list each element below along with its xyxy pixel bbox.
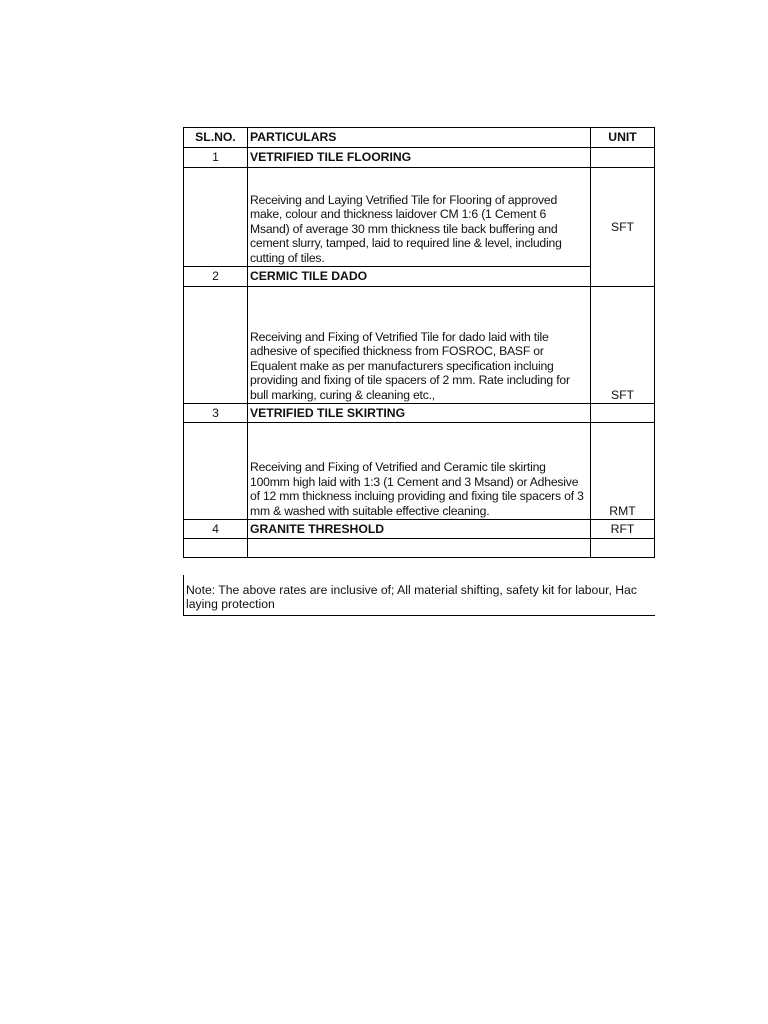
note-line-1: Note: The above rates are inclusive of; All material shifting, safety kit for labour, Hac [186,583,637,597]
empty-cell [591,539,655,558]
table-row [184,423,655,520]
header-slno: SL.NO. [184,128,248,148]
item-title: GRANITE THRESHOLD [248,520,591,539]
item-description: Receiving and Fixing of Vetrified and Ceramic tile skirting 100mm high laid with 1:3 (1 Cement and 3 Msand) or Adhesive of 12 mm thickness incluing providing and fixing tile spacers of 3 mm & washed with suitable effective cleaning. [248,423,591,520]
rate-sheet [183,127,655,616]
item-unit-blank [591,404,655,423]
table-header-row [184,128,655,148]
table-row [184,539,655,558]
item-description: Receiving and Laying Vetrified Tile for Flooring of approved make, colour and thickness laidover CM 1:6 (1 Cement 6 Msand) of average 30 mm thickness tile back buffering and cement slurry, tamped, laid to required line & level, including cutting of tiles. [248,168,591,267]
item-unit: SFT [591,168,655,287]
item-title: VETRIFIED TILE SKIRTING [248,404,591,423]
item-slno-blank [184,423,248,520]
item-slno-blank [184,168,248,267]
item-slno: 3 [184,404,248,423]
empty-cell [184,539,248,558]
table-row [184,520,655,539]
note [183,575,655,616]
note-line-2: laying protection [186,597,275,611]
item-unit: SFT [591,287,655,404]
item-title: CERMIC TILE DADO [248,267,591,287]
item-unit-blank [591,148,655,168]
table-row [184,267,655,287]
table-row [184,168,655,267]
rate-table [183,127,655,558]
header-unit: UNIT [591,128,655,148]
item-slno: 4 [184,520,248,539]
header-particulars: PARTICULARS [248,128,591,148]
item-unit: RMT [591,423,655,520]
item-title: VETRIFIED TILE FLOORING [248,148,591,168]
item-slno: 1 [184,148,248,168]
table-row [184,148,655,168]
item-slno: 2 [184,267,248,287]
empty-cell [248,539,591,558]
table-row [184,404,655,423]
item-unit: RFT [591,520,655,539]
item-slno-blank [184,287,248,404]
item-description: Receiving and Fixing of Vetrified Tile for dado laid with tile adhesive of specified thickness from FOSROC, BASF or Equalent make as per manufacturers specification incluing providing and fixing of tile spacers of 2 mm. Rate including for bull marking, curing & cleaning etc., [248,287,591,404]
table-row [184,287,655,404]
